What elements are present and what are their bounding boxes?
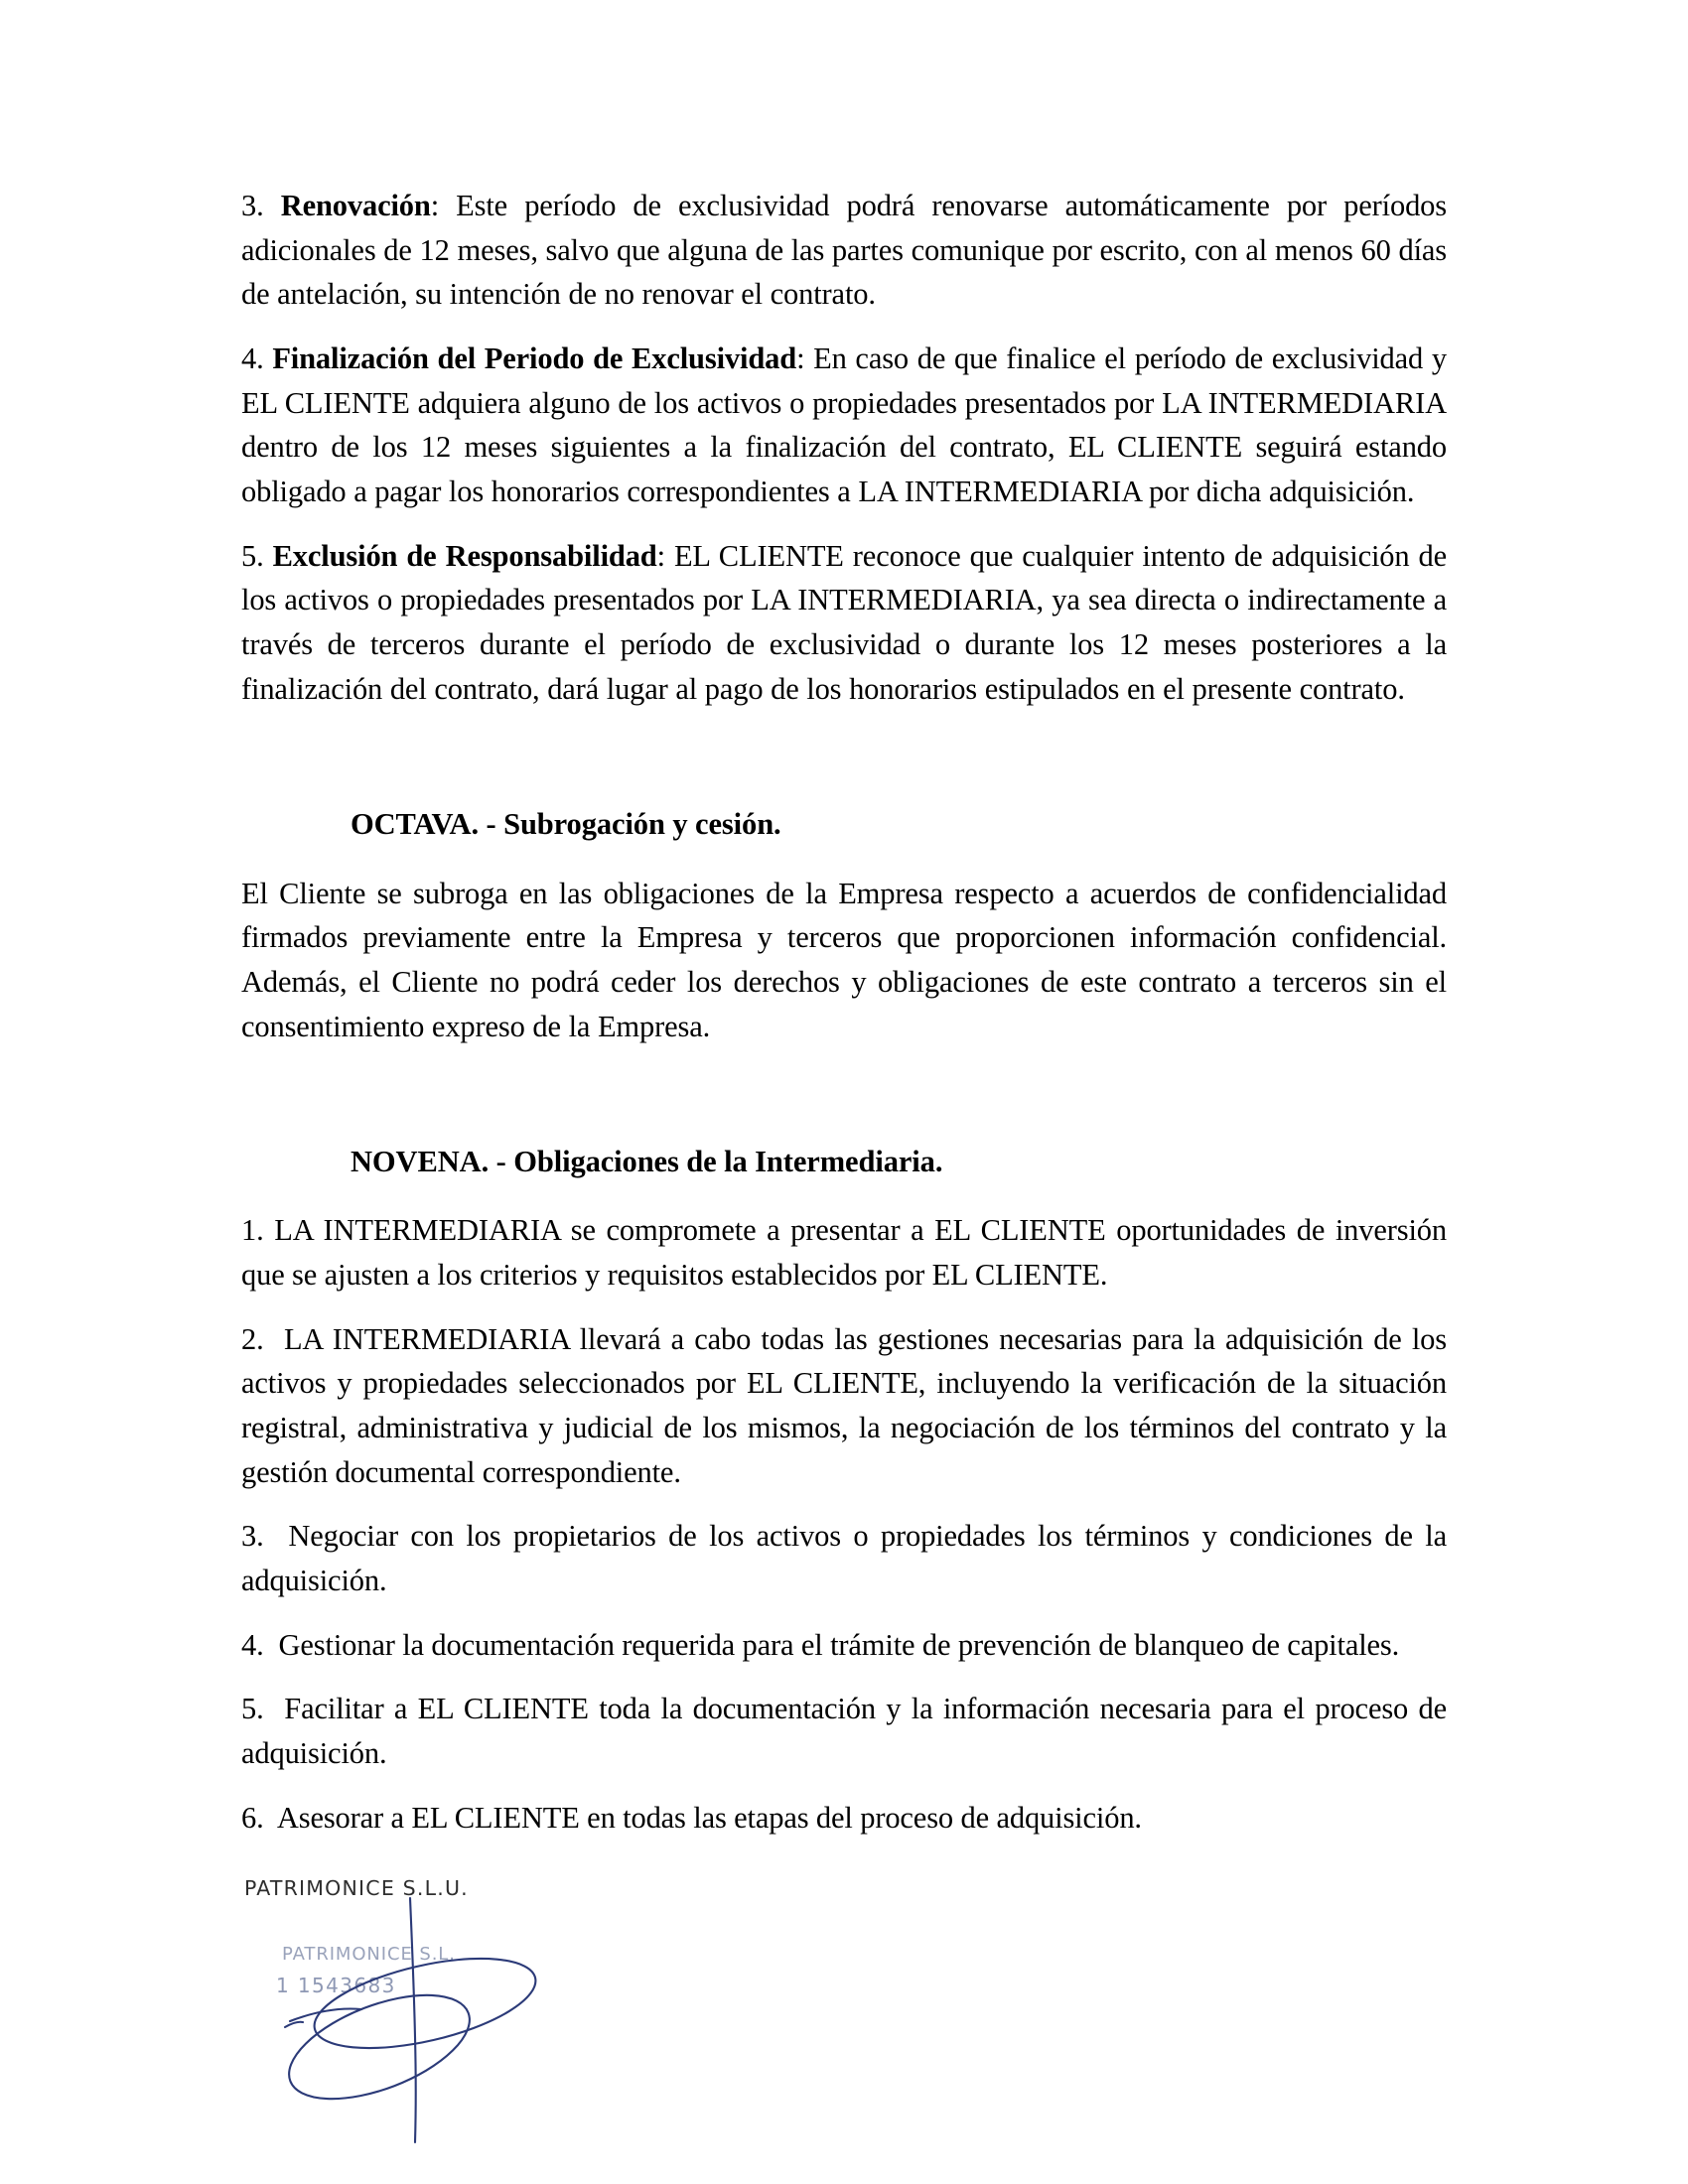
clause-4-number: 4. [241,341,264,376]
stamp-registration-number: 1 1543683 [276,1974,396,1997]
section-spacer-octava [241,731,1447,804]
clause-4-paragraph [241,337,1447,514]
novena-item-1-number: 1. [241,1213,264,1248]
novena-item-3-text: Negociar con los propietarios de los activos o propiedades los términos y condiciones de la adquisición. [241,1519,1447,1598]
novena-item-4 [241,1623,1447,1668]
novena-item-6 [241,1796,1447,1841]
clause-5-text: : EL CLIENTE reconoce que cualquier intento de adquisición de los activos o propiedades presentados por LA INTERMEDIARIA, ya sea directa o indirectamente a través de terceros durante el período de exclusividad o durante los 12 meses posteriores a la finalización del contrato, dará lugar al pago de los honorarios estipulados en el presente contrato. [241,538,1447,706]
clause-5-paragraph [241,534,1447,712]
novena-item-2-number: 2. [241,1321,264,1356]
novena-item-4-text: Gestionar la documentación requerida para el trámite de prevención de blanqueo de capitales. [278,1627,1400,1662]
novena-item-4-number: 4. [241,1627,264,1662]
clause-3-paragraph [241,184,1447,317]
novena-item-2 [241,1317,1447,1495]
clause-3-text: : Este período de exclusividad podrá renovarse automáticamente por períodos adicionales de 12 meses, salvo que alguna de las partes comunique por escrito, con al menos 60 días de antelación, su intención de no renovar el contrato. [241,189,1447,312]
stamp-company-name: PATRIMONICE S.L. [282,1944,456,1965]
document-body [241,184,1447,1859]
heading-octava: OCTAVA. - Subrogación y cesión. [351,807,781,842]
novena-item-1-text: LA INTERMEDIARIA se compromete a presentar a EL CLIENTE oportunidades de inversión que se ajusten a los criterios y requisitos establecidos por EL CLIENTE. [241,1213,1447,1293]
octava-body-paragraph: El Cliente se subroga en las obligaciones de la Empresa respecto a acuerdos de confidencialidad firmados previamente entre la Empresa y terceros que proporcionen información confidencial. Además, el Cliente no podrá ceder los derechos y obligaciones de este contrato a terceros sin el consentimiento expreso de la Empresa. [241,876,1447,1043]
novena-item-1 [241,1208,1447,1297]
clause-4-text: : En caso de que finalice el período de exclusividad y EL CLIENTE adquiera alguno de los activos o propiedades presentados por LA INTERMEDIARIA dentro de los 12 meses siguientes a la finalización del contrato, EL CLIENTE seguirá estando obligado a pagar los honorarios correspondientes a LA INTERMEDIARIA por dicha adquisición. [241,341,1447,509]
clause-5-number: 5. [241,538,264,573]
clause-4-title: Finalización del Periodo de Exclusividad [272,341,797,376]
clause-3-number: 3. [241,189,264,222]
novena-item-2-text: LA INTERMEDIARIA llevará a cabo todas las gestiones necesarias para la adquisición de los activos y propiedades seleccionados por EL CLIENTE, incluyendo la verificación de la situación registral, administrativa y judicial de los mismos, la negociación de los términos del contrato y la gestión documental correspondiente. [241,1321,1447,1489]
section-spacer-novena [241,1068,1447,1142]
novena-item-5 [241,1687,1447,1775]
signature-block [230,1852,647,2150]
novena-item-5-text: Facilitar a EL CLIENTE toda la documentación y la información necesaria para el proceso de adquisición. [241,1692,1447,1771]
clause-3-title: Renovación [280,189,431,222]
novena-item-3-number: 3. [241,1519,264,1554]
heading-novena: NOVENA. - Obligaciones de la Intermediaria. [351,1145,943,1179]
signature-company-label: PATRIMONICE S.L.U. [244,1876,469,1900]
novena-item-5-number: 5. [241,1692,264,1726]
novena-item-6-number: 6. [241,1800,264,1835]
clause-5-title: Exclusión de Responsabilidad [272,538,657,573]
novena-item-3 [241,1514,1447,1602]
novena-item-6-text: Asesorar a EL CLIENTE en todas las etapas del proceso de adquisición. [276,1800,1142,1835]
